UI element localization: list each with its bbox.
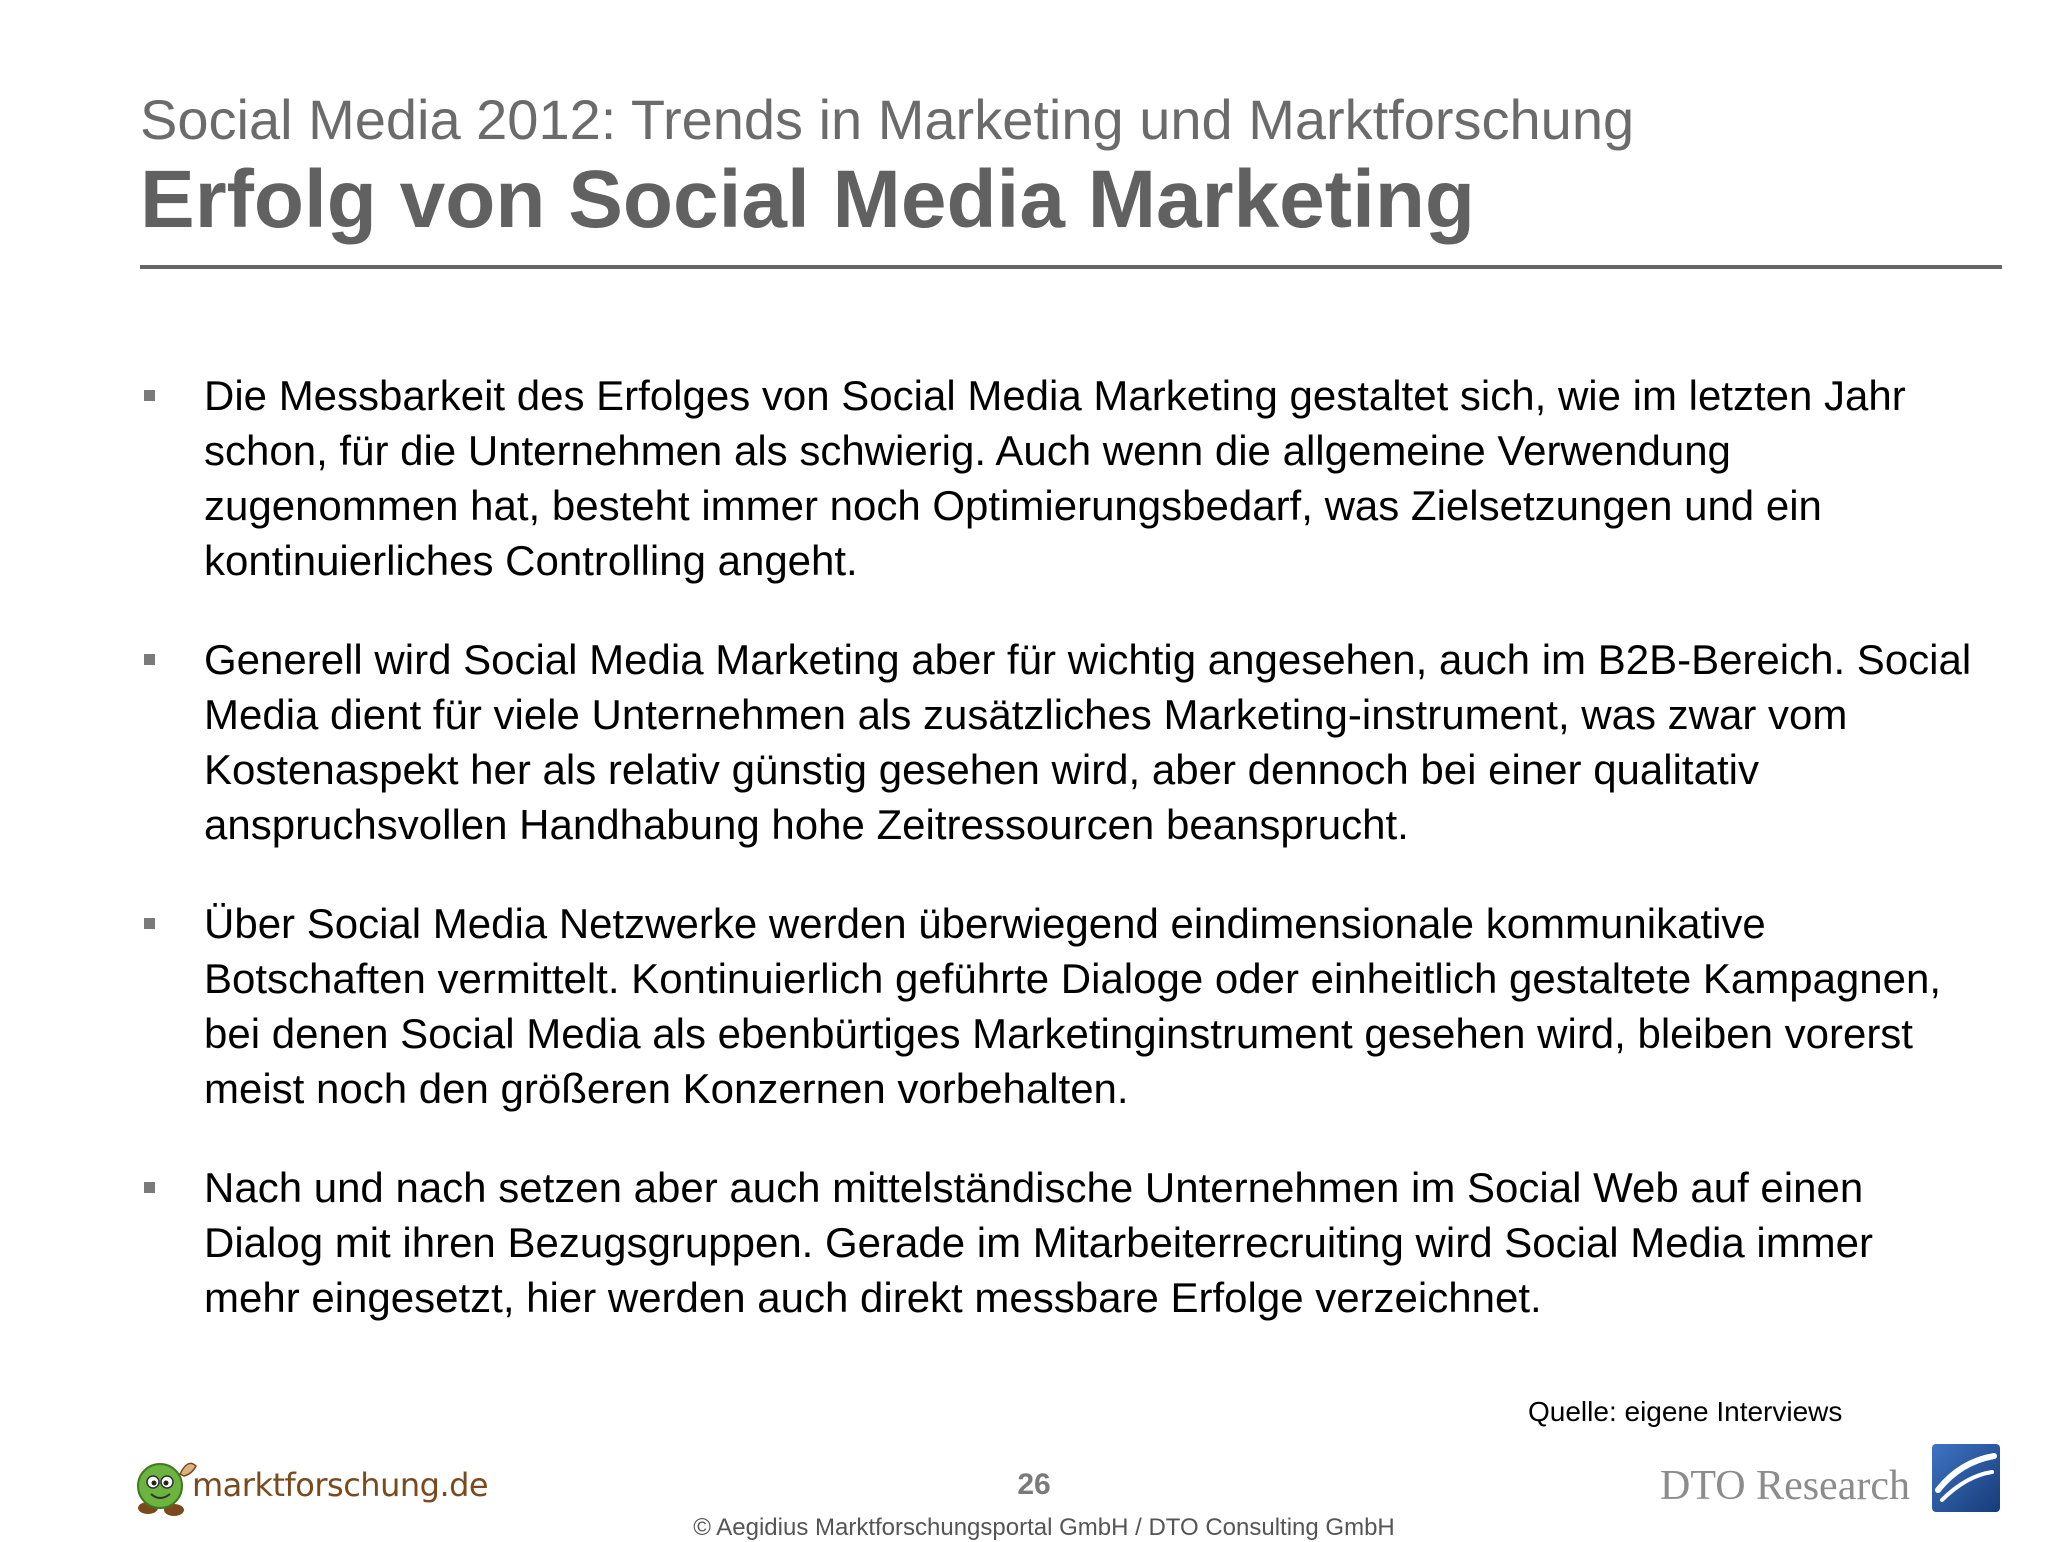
- page-number: 26: [1017, 1468, 1051, 1501]
- slide-supertitle: Social Media 2012: Trends in Marketing und Marktforschung: [140, 88, 1635, 151]
- slide-header: [140, 88, 2000, 246]
- dto-research-logo: [1660, 1442, 2005, 1520]
- square-bullet-icon: [144, 1182, 155, 1193]
- bullet-text: Nach und nach setzen aber auch mittelständische Unternehmen im Social Web auf einen Dialog mit ihren Bezugsgruppen. Gerade im Mitarbeiterrecruiting wird Social Media immer mehr eingesetzt, hier werden auch direkt messbare Erfolge verzeichnet.: [204, 1164, 1874, 1321]
- bullet-item: [140, 896, 1980, 1116]
- square-bullet-icon: [144, 654, 155, 665]
- bullet-item: [140, 368, 1980, 588]
- bullet-text: Generell wird Social Media Marketing aber für wichtig angesehen, auch im B2B-Bereich. Social Media dient für viele Unternehmen als zusätzliches Marketing-instrument, was zwar vom Kostenaspekt her als relativ günstig gesehen wird, aber dennoch bei einer qualitativ anspruchsvollen Handhabung hohe Zeitressourcen beansprucht.: [204, 636, 1972, 848]
- marktforschung-mascot-icon: [130, 1452, 200, 1522]
- dto-research-wordmark: DTO Research: [1660, 1463, 1910, 1509]
- marktforschung-logo: [130, 1452, 489, 1522]
- bullet-text: Über Social Media Netzwerke werden überwiegend eindimensionale kommunikative Botschaften vermittelt. Kontinuierlich geführte Dialoge oder einheitlich gestaltete Kampagnen, bei denen Social Media als ebenbürtiges Marketinginstrument gesehen wird, bleiben vorerst meist noch den größeren Konzernen vorbehalten.: [204, 900, 1942, 1112]
- title-divider: [140, 265, 2002, 269]
- square-bullet-icon: [144, 918, 155, 929]
- bullet-list: [140, 368, 1980, 1369]
- square-bullet-icon: [144, 390, 155, 401]
- bullet-text: Die Messbarkeit des Erfolges von Social Media Marketing gestaltet sich, wie im letzten Jahr schon, für die Unternehmen als schwierig. Auch wenn die allgemeine Verwendung zugenommen hat, besteht immer noch Optimierungsbedarf, was Zielsetzungen und ein kontinuierliches Controlling angeht.: [204, 372, 1906, 584]
- slide-title: Erfolg von Social Media Marketing: [140, 154, 1476, 245]
- copyright-notice: © Aegidius Marktforschungsportal GmbH / DTO Consulting GmbH: [693, 1514, 1395, 1541]
- dto-swoosh-icon: [1930, 1442, 2002, 1514]
- source-note: Quelle: eigene Interviews: [1528, 1396, 1843, 1427]
- bullet-item: [140, 1160, 1980, 1325]
- bullet-item: [140, 632, 1980, 852]
- marktforschung-wordmark: marktforschung.de: [192, 1466, 489, 1504]
